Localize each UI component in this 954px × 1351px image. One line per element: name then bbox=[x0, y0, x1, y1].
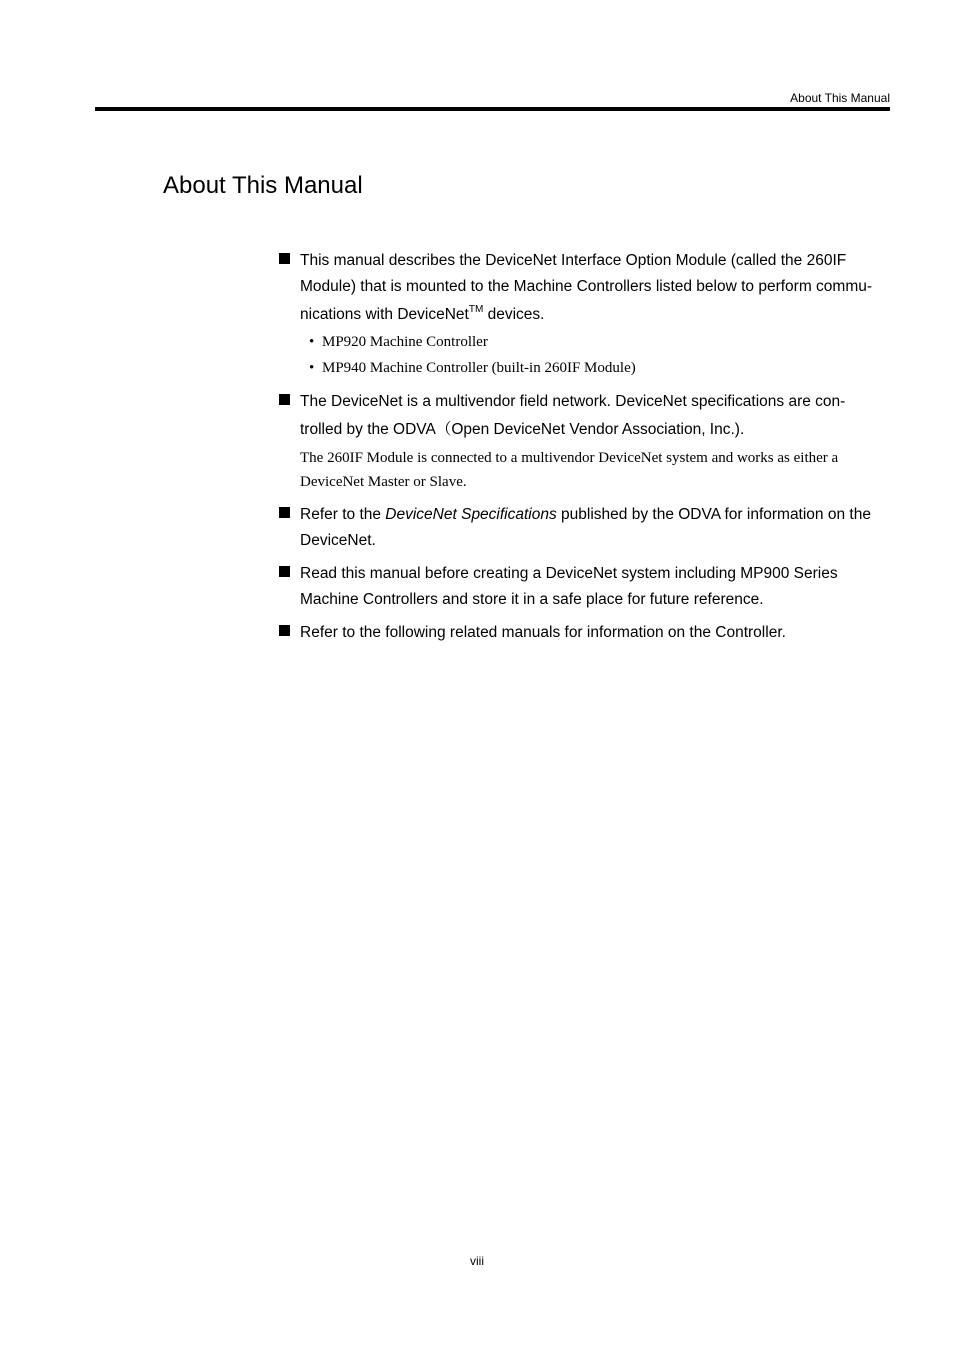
paragraph-line: DeviceNet. bbox=[300, 532, 376, 549]
text: Refer to the bbox=[300, 506, 386, 523]
paragraph-line: trolled by the ODVA（Open DeviceNet Vendor Association, Inc.). bbox=[300, 421, 745, 438]
paragraph-line: This manual describes the DeviceNet Interface Option Module (called the 260IF bbox=[300, 252, 847, 269]
note bbox=[300, 446, 893, 494]
running-head: About This Manual bbox=[790, 91, 890, 105]
list-item bbox=[278, 248, 893, 381]
trademark-superscript: TM bbox=[468, 304, 484, 315]
page-number: viii bbox=[470, 1254, 484, 1268]
content bbox=[278, 248, 893, 646]
paragraph-line bbox=[300, 502, 893, 528]
text: nications with DeviceNet bbox=[300, 306, 469, 323]
square-bullet-icon bbox=[279, 625, 290, 636]
paragraph-line: Refer to the following related manuals for information on the Controller. bbox=[300, 624, 786, 641]
paragraph-line: Read this manual before creating a DeviceNet system including MP900 Series bbox=[300, 565, 838, 582]
list-item bbox=[278, 561, 893, 613]
sub-list-item: • MP940 Machine Controller (built-in 260IF Module) bbox=[300, 355, 893, 381]
paragraph-line: Machine Controllers and store it in a safe place for future reference. bbox=[300, 591, 764, 608]
list-item bbox=[278, 620, 893, 646]
square-bullet-icon bbox=[279, 507, 290, 518]
header-rule bbox=[95, 107, 890, 111]
square-bullet-icon bbox=[279, 253, 290, 264]
note-line: The 260IF Module is connected to a multivendor DeviceNet system and works as either a bbox=[300, 450, 839, 466]
sub-list-item: • MP920 Machine Controller bbox=[300, 329, 893, 355]
paragraph-line: The DeviceNet is a multivendor field network. DeviceNet specifications are con- bbox=[300, 393, 846, 410]
square-bullet-icon bbox=[279, 394, 290, 405]
list-item bbox=[278, 389, 893, 494]
paragraph-line: Module) that is mounted to the Machine Controllers listed below to perform commu- bbox=[300, 278, 873, 295]
sub-list bbox=[300, 329, 893, 381]
square-bullet-icon bbox=[279, 566, 290, 577]
text: published by the ODVA for information on the bbox=[556, 506, 871, 523]
list-item bbox=[278, 502, 893, 554]
page-title: About This Manual bbox=[163, 172, 363, 199]
document-reference: DeviceNet Specifications bbox=[385, 506, 557, 523]
note-line: DeviceNet Master or Slave. bbox=[300, 474, 467, 490]
text: devices. bbox=[483, 306, 545, 323]
paragraph-line bbox=[300, 300, 893, 329]
